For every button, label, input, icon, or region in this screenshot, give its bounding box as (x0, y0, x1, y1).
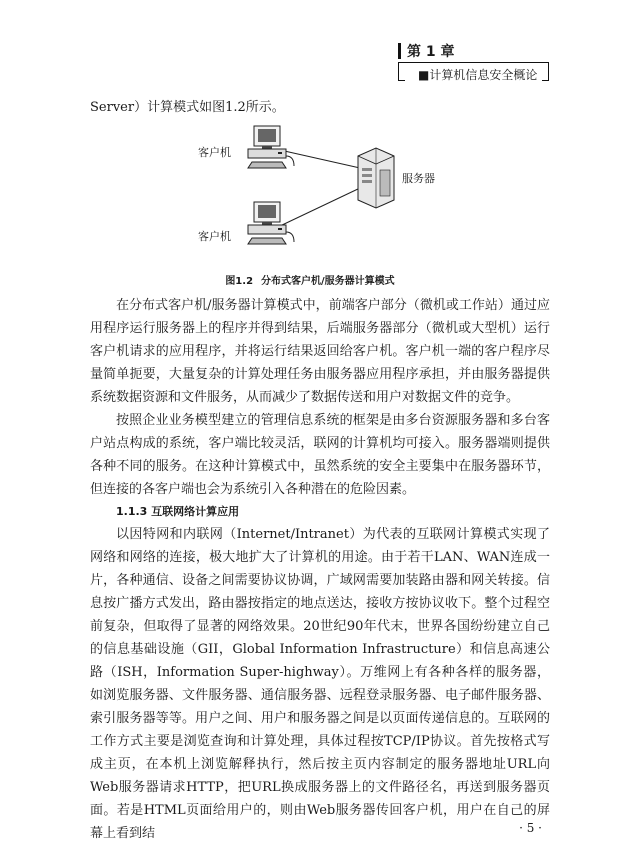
figure-number: 图1.2 (225, 276, 254, 287)
figure-title: 分布式客户机/服务器计算模式 (261, 276, 395, 287)
paragraph-1: 在分布式客户机/服务器计算模式中，前端客户部分（微机或工作站）通过应用程序运行服务器上的程序并得到结果，后端服务器部分（微机或大型机）运行客户机请求的应用程序，并将运行结果返回给客户机。客户机一端的客户程序尽量简单扼要，大量复杂的计算处理任务由服务器应用程序承担，并由服务器提供系统数据资源和文件服务，从而减少了数据传送和用户对数据文件的竞争。 (90, 298, 550, 405)
chapter-header (398, 42, 548, 60)
header-bracket-right (542, 62, 549, 81)
chapter-marker (398, 43, 401, 59)
lead-text: Server）计算模式如图1.2所示。 (90, 100, 285, 115)
header-bracket-left (398, 62, 405, 81)
chapter-title: 第 1 章 (407, 44, 455, 60)
figure-client-server (190, 120, 450, 270)
client-label-top: 客户机 (198, 146, 231, 159)
network-diagram (190, 120, 450, 270)
section-heading: 1.1.3 互联网络计算应用 (116, 505, 240, 518)
header-rule (398, 62, 548, 63)
paragraph-2: 按照企业业务模型建立的管理信息系统的框架是由多台资源服务器和多台客户站点构成的系统，客户端比较灵活，联网的计算机均可接入。服务器端则提供各种不同的服务。在这种计算模式中，虽然系统的安全主要集中在服务器环节，但连接的各客户端也会为系统引入各种潜在的危险因素。 (90, 413, 550, 497)
client-label-bottom: 客户机 (198, 230, 231, 243)
page-number: · 5 · (519, 821, 542, 835)
server-tower-icon (358, 148, 394, 208)
client-computer-top-icon (248, 126, 294, 168)
paragraph-3: 以因特网和内联网（Internet/Intranet）为代表的互联网计算模式实现了网络和网络的连接，极大地扩大了计算机的用途。由于若干LAN、WAN连成一片，各种通信、设备之间需要协议协调，广域网需要加装路由器和网关转接。信息按广播方式发出，路由器按指定的地点送达，接收方按协议收下。整个过程空前复杂，但取得了显著的网络效果。20世纪90年代末，世界各国纷纷建立自己的信息基础设施（GII，Global Information Infrastructure）和信息高速公路（ISH，Information Super-highway）。万维网上有各种各样的服务器，如浏览服务器、文件服务器、通信服务器、远程登录服务器、电子邮件服务器、索引服务器等等。用户之间、用户和服务器之间是以页面传递信息的。互联网的工作方式主要是浏览查询和计算处理，具体过程按TCP/IP协议。首先按格式写成主页，在本机上浏览解释执行，然后按主页内容制定的服务器地址URL向Web服务器请求HTTP，把URL换成服务器上的文件路径名，再送到服务器页面。若是HTML页面给用户的，则由Web服务器传回客户机，用户在自己的屏幕上看到结 (90, 527, 550, 841)
figure-caption (0, 272, 620, 287)
chapter-subtitle: ■计算机信息安全概论 (418, 68, 538, 82)
link-bottom (280, 188, 360, 226)
server-label: 服务器 (402, 172, 435, 185)
